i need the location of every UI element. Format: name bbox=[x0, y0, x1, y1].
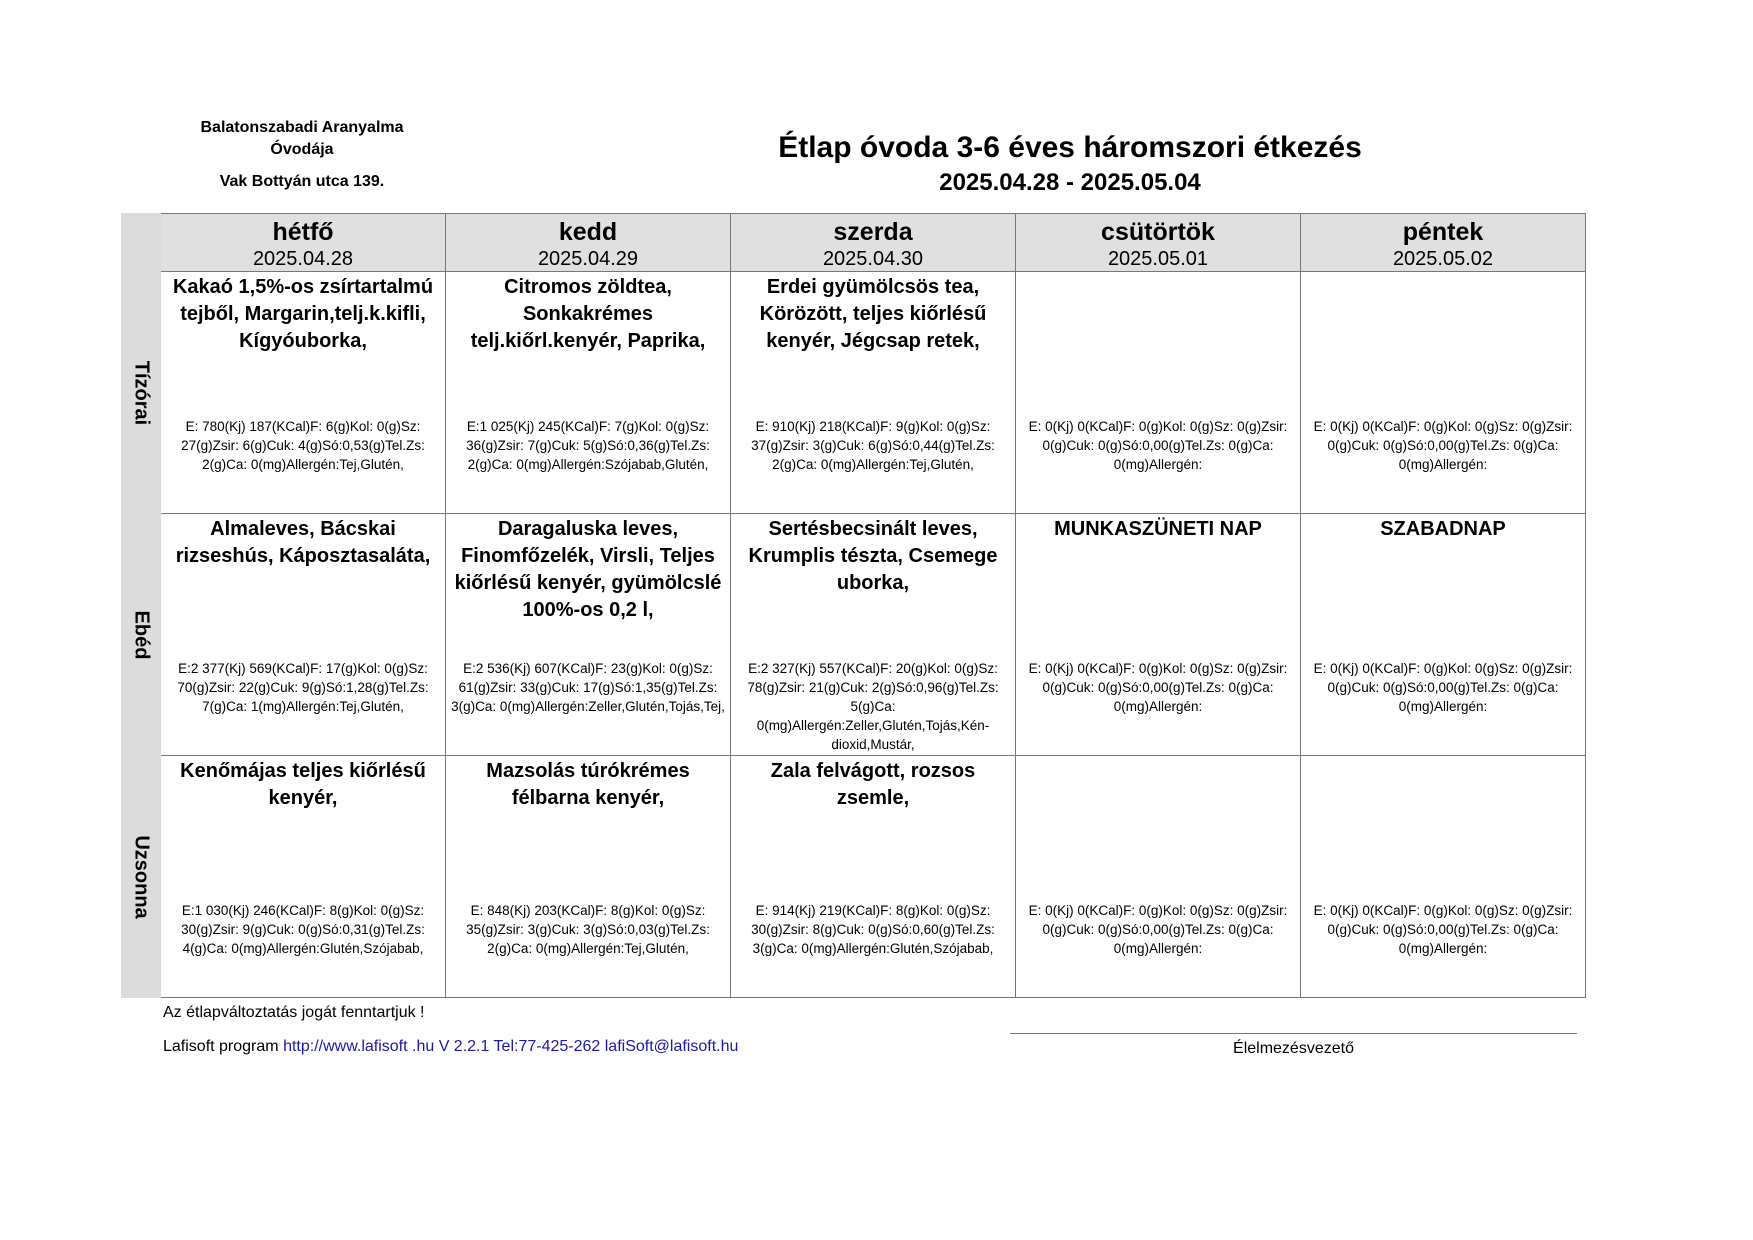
menu-cell bbox=[731, 272, 1016, 514]
day-header bbox=[1016, 214, 1301, 272]
nutrition-info: E: 914(Kj) 219(KCal)F: 8(g)Kol: 0(g)Sz: 30(g)Zsir: 8(g)Cuk: 0(g)Só:0,60(g)Tel.Zs: 3(g)Ca: 0(mg)Allergén:Glutén,Szójabab, bbox=[751, 903, 995, 956]
dish-text: SZABADNAP bbox=[1380, 518, 1506, 540]
institution-name: Balatonszabadi Aranyalma Óvodája bbox=[200, 119, 404, 158]
menu-table bbox=[121, 213, 1586, 998]
nutrition-info: E: 780(Kj) 187(KCal)F: 6(g)Kol: 0(g)Sz: 27(g)Zsir: 6(g)Cuk: 4(g)Só:0,53(g)Tel.Zs: 2(g)Ca: 0(mg)Allergén:Tej,Glutén, bbox=[181, 419, 425, 472]
nutrition-info: E:2 377(Kj) 569(KCal)F: 17(g)Kol: 0(g)Sz: 70(g)Zsir: 22(g)Cuk: 9(g)Só:1,28(g)Tel.Zs: 7(g)Ca: 1(mg)Allergén:Tej,Glutén, bbox=[177, 661, 429, 714]
nutrition-info: E:2 327(Kj) 557(KCal)F: 20(g)Kol: 0(g)Sz: 78(g)Zsir: 21(g)Cuk: 2(g)Só:0,96(g)Tel.Zs: 5(g)Ca: 0(mg)Allergén:Zeller,Glutén,Tojás,Kén-dioxid,Mustár, bbox=[747, 661, 999, 752]
day-date: 2025.04.30 bbox=[822, 248, 924, 270]
menu-cell bbox=[1016, 756, 1301, 998]
day-header bbox=[731, 214, 1016, 272]
dish-text: Daragaluska leves, Finomfőzelék, Virsli, Teljes kiőrlésű kenyér, gyümölcslé 100%-os 0,2 l, bbox=[454, 518, 722, 621]
nutrition-info: E: 0(Kj) 0(KCal)F: 0(g)Kol: 0(g)Sz: 0(g)Zsir: 0(g)Cuk: 0(g)Só:0,00(g)Tel.Zs: 0(g)Ca: 0(mg)Allergén: bbox=[1313, 661, 1573, 714]
day-name: csütörtök bbox=[1101, 218, 1215, 246]
day-header bbox=[446, 214, 731, 272]
meal-label: Uzsonna bbox=[130, 834, 153, 919]
menu-cell bbox=[731, 514, 1016, 756]
dish-text: Erdei gyümölcsös tea, Körözött, teljes kiőrlésű kenyér, Jégcsap retek, bbox=[759, 276, 987, 352]
program-label: Lafisoft program bbox=[163, 1038, 279, 1055]
day-name: kedd bbox=[558, 218, 618, 246]
nutrition-info: E: 848(Kj) 203(KCal)F: 8(g)Kol: 0(g)Sz: 35(g)Zsir: 3(g)Cuk: 3(g)Só:0,03(g)Tel.Zs: 2(g)Ca: 0(mg)Allergén:Tej,Glutén, bbox=[466, 903, 710, 956]
nutrition-info: E: 910(Kj) 218(KCal)F: 9(g)Kol: 0(g)Sz: 37(g)Zsir: 3(g)Cuk: 6(g)Só:0,44(g)Tel.Zs: 2(g)Ca: 0(mg)Allergén:Tej,Glutén, bbox=[751, 419, 995, 472]
meal-label-cell bbox=[122, 756, 161, 998]
page-title: Étlap óvoda 3-6 éves háromszori étkezés bbox=[778, 131, 1362, 164]
meal-label-cell bbox=[122, 514, 161, 756]
menu-cell bbox=[1016, 514, 1301, 756]
meal-label-cell bbox=[122, 272, 161, 514]
nutrition-info: E:2 536(Kj) 607(KCal)F: 23(g)Kol: 0(g)Sz: 61(g)Zsir: 33(g)Cuk: 17(g)Só:1,35(g)Tel.Zs: 3(g)Ca: 0(mg)Allergén:Zeller,Glutén,Tojás,Tej, bbox=[451, 661, 725, 714]
nutrition-info: E:1 030(Kj) 246(KCal)F: 8(g)Kol: 0(g)Sz: 30(g)Zsir: 9(g)Cuk: 0(g)Só:0,31(g)Tel.Zs: 4(g)Ca: 0(mg)Allergén:Glutén,Szójabab, bbox=[181, 903, 425, 956]
menu-cell bbox=[161, 514, 446, 756]
nutrition-info: E:1 025(Kj) 245(KCal)F: 7(g)Kol: 0(g)Sz: 36(g)Zsir: 7(g)Cuk: 5(g)Só:0,36(g)Tel.Zs: 2(g)Ca: 0(mg)Allergén:Szójabab,Glutén, bbox=[466, 419, 710, 472]
menu-cell bbox=[161, 756, 446, 998]
day-date: 2025.04.29 bbox=[537, 248, 639, 270]
nutrition-info: E: 0(Kj) 0(KCal)F: 0(g)Kol: 0(g)Sz: 0(g)Zsir: 0(g)Cuk: 0(g)Só:0,00(g)Tel.Zs: 0(g)Ca: 0(mg)Allergén: bbox=[1313, 903, 1573, 956]
nutrition-info: E: 0(Kj) 0(KCal)F: 0(g)Kol: 0(g)Sz: 0(g)Zsir: 0(g)Cuk: 0(g)Só:0,00(g)Tel.Zs: 0(g)Ca: 0(mg)Allergén: bbox=[1028, 903, 1288, 956]
menu-cell bbox=[446, 756, 731, 998]
meal-row-tizorai bbox=[122, 272, 1586, 514]
menu-cell bbox=[1016, 272, 1301, 514]
meal-label: Tízórai bbox=[130, 360, 153, 425]
day-date: 2025.04.28 bbox=[252, 248, 354, 270]
institution-address: Vak Bottyán utca 139. bbox=[219, 173, 385, 190]
dish-text: Kakaó 1,5%-os zsírtartalmú tejből, Margarin,telj.k.kifli, Kígyóuborka, bbox=[172, 276, 434, 352]
change-notice: Az étlapváltoztatás jogát fenntartjuk ! bbox=[163, 1004, 425, 1021]
menu-cell bbox=[1301, 514, 1586, 756]
menu-cell bbox=[446, 514, 731, 756]
dish-text: Citromos zöldtea, Sonkakrémes telj.kiőrl.kenyér, Paprika, bbox=[470, 276, 706, 352]
menu-cell bbox=[731, 756, 1016, 998]
day-header bbox=[161, 214, 446, 272]
dish-text: Sertésbecsinált leves, Krumplis tészta, Csemege uborka, bbox=[748, 518, 998, 594]
meal-label: Ebéd bbox=[130, 610, 153, 659]
menu-cell bbox=[1301, 272, 1586, 514]
dish-text: Zala felvágott, rozsos zsemle, bbox=[770, 760, 976, 809]
signature-label: Élelmezésvezető bbox=[1233, 1040, 1354, 1057]
meal-row-ebed bbox=[122, 514, 1586, 756]
day-name: péntek bbox=[1402, 218, 1484, 246]
footer-line bbox=[163, 1038, 738, 1056]
dish-text: Kenőmájas teljes kiőrlésű kenyér, bbox=[180, 760, 426, 809]
signature-line bbox=[1010, 1033, 1577, 1034]
meal-row-uzsonna bbox=[122, 756, 1586, 998]
day-name: szerda bbox=[833, 218, 913, 246]
nutrition-info: E: 0(Kj) 0(KCal)F: 0(g)Kol: 0(g)Sz: 0(g)Zsir: 0(g)Cuk: 0(g)Só:0,00(g)Tel.Zs: 0(g)Ca: 0(mg)Allergén: bbox=[1028, 419, 1288, 472]
corner-cell bbox=[122, 214, 161, 272]
day-name: hétfő bbox=[272, 218, 334, 246]
program-link[interactable]: http://www.lafisoft .hu V 2.2.1 Tel:77-425-262 lafiSoft@lafisoft.hu bbox=[283, 1038, 739, 1055]
dish-text: MUNKASZÜNETI NAP bbox=[1054, 518, 1262, 540]
nutrition-info: E: 0(Kj) 0(KCal)F: 0(g)Kol: 0(g)Sz: 0(g)Zsir: 0(g)Cuk: 0(g)Só:0,00(g)Tel.Zs: 0(g)Ca: 0(mg)Allergén: bbox=[1313, 419, 1573, 472]
menu-cell bbox=[1301, 756, 1586, 998]
nutrition-info: E: 0(Kj) 0(KCal)F: 0(g)Kol: 0(g)Sz: 0(g)Zsir: 0(g)Cuk: 0(g)Só:0,00(g)Tel.Zs: 0(g)Ca: 0(mg)Allergén: bbox=[1028, 661, 1288, 714]
day-header-row bbox=[122, 214, 1586, 272]
day-date: 2025.05.01 bbox=[1107, 248, 1209, 270]
day-date: 2025.05.02 bbox=[1392, 248, 1494, 270]
dish-text: Almaleves, Bácskai rizseshús, Káposztasaláta, bbox=[175, 518, 431, 567]
menu-cell bbox=[446, 272, 731, 514]
date-range: 2025.04.28 - 2025.05.04 bbox=[939, 169, 1201, 196]
day-header bbox=[1301, 214, 1586, 272]
menu-cell bbox=[161, 272, 446, 514]
dish-text: Mazsolás túrókrémes félbarna kenyér, bbox=[486, 760, 690, 809]
